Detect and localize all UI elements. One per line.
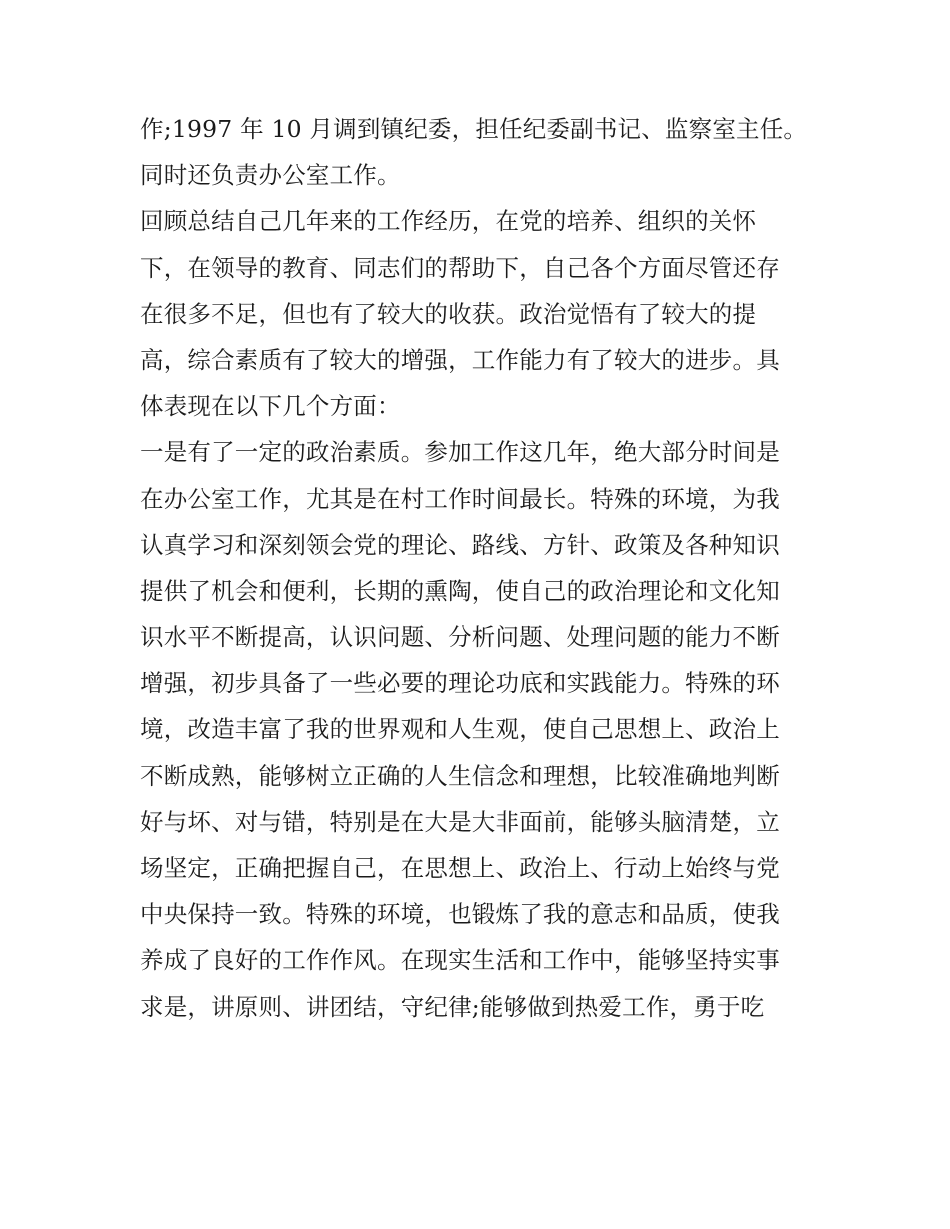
text-line: 增强，初步具备了一些必要的理论功底和实践能力。特殊的环 <box>140 669 780 698</box>
text-line: 作;1997 年 10 月调到镇纪委，担任纪委副书记、监察室主任。 <box>140 115 808 143</box>
text-line: 在办公室工作，尤其是在村工作时间最长。特殊的环境，为我 <box>140 484 780 513</box>
text-line: 同时还负责办公室工作。 <box>140 161 401 190</box>
text-line: 求是，讲原则、讲团结，守纪律;能够做到热爱工作，勇于吃 <box>140 992 765 1021</box>
text-line: 好与坏、对与错，特别是在大是大非面前，能够头脑清楚，立 <box>140 807 780 836</box>
text-line: 下，在领导的教育、同志们的帮助下，自己各个方面尽管还存 <box>140 253 780 282</box>
text-line: 不断成熟，能够树立正确的人生信念和理想，比较准确地判断 <box>140 761 780 790</box>
text-line: 一是有了一定的政治素质。参加工作这几年，绝大部分时间是 <box>140 438 780 467</box>
text-line: 在很多不足，但也有了较大的收获。政治觉悟有了较大的提 <box>140 299 757 328</box>
text-line: 境，改造丰富了我的世界观和人生观，使自己思想上、政治上 <box>140 715 780 744</box>
text-line: 养成了良好的工作作风。在现实生活和工作中，能够坚持实事 <box>140 946 780 975</box>
text-line: 场坚定，正确把握自己，在思想上、政治上、行动上始终与党 <box>140 854 780 882</box>
text-line: 体表现在以下几个方面： <box>140 392 401 421</box>
body-text <box>140 106 830 1030</box>
text-line: 认真学习和深刻领会党的理论、路线、方针、政策及各种知识 <box>140 530 780 559</box>
text-line: 高，综合素质有了较大的增强，工作能力有了较大的进步。具 <box>140 345 780 374</box>
text-line: 提供了机会和便利，长期的熏陶，使自己的政治理论和文化知 <box>140 576 780 605</box>
text-line: 中央保持一致。特殊的环境，也锻炼了我的意志和品质，使我 <box>140 900 780 929</box>
text-line: 识水平不断提高，认识问题、分析问题、处理问题的能力不断 <box>140 623 780 652</box>
text-line: 回顾总结自己几年来的工作经历，在党的培养、组织的关怀 <box>140 207 757 236</box>
